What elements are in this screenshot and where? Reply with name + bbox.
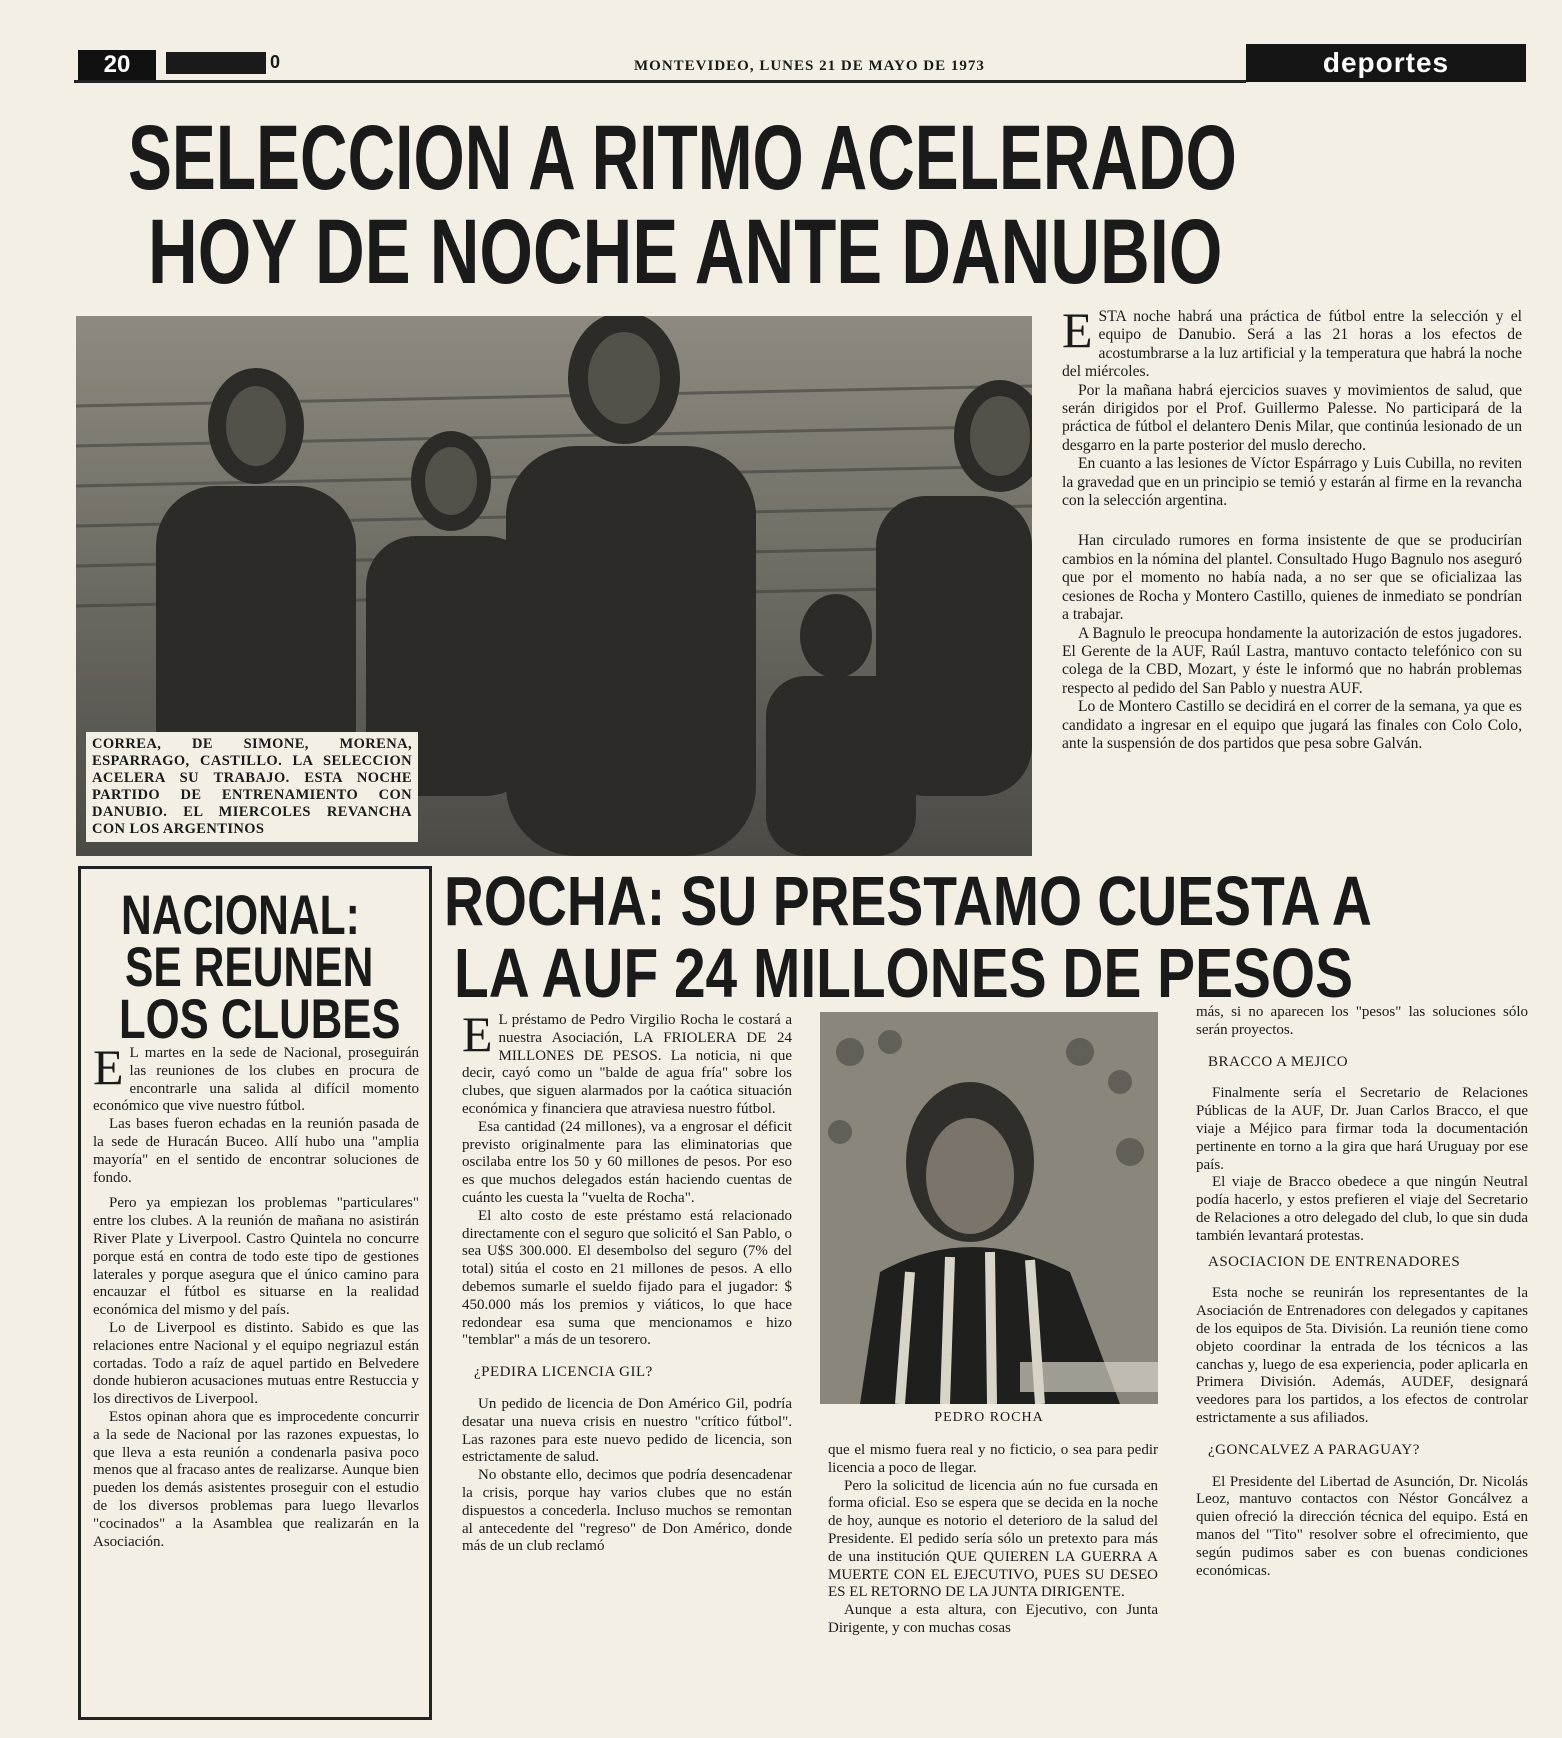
masthead-fragment	[166, 52, 266, 74]
nacional-p5: Estos opinan ahora que es improcedente concurrir a la sede de Nacional por las razones expuestas, lo que lleva a esta reunión a condenarla pasiva poco menos que al fracaso antes de realizarse. Aunque bien pueden los demás asistentes proseguir con el estudio de los diversos problemas para luego llevarlos "cocinados" a la Asamblea que realizarán en la Asociación.	[93, 1408, 419, 1550]
nacional-box	[78, 866, 432, 1720]
nacional-headline-3: LOS CLUBES	[119, 987, 401, 1050]
lead-p1: STA noche habrá una práctica de fútbol entre la selección y el equipo de Danubio. Será a las 21 horas a los efectos de acostumbrarse a la luz artificial y la temperatura que habrá la noche del miércoles.	[1062, 308, 1522, 381]
rocha-c3-p2: Finalmente sería el Secretario de Relaciones Públicas de la AUF, Dr. Juan Carlos Bracco, el que viaje a Méjico para firmar toda la documentación pertinente en torno a la gira que hará Uruguay por ese país.	[1196, 1085, 1528, 1173]
header-bar	[74, 44, 1526, 84]
page-number-box	[78, 50, 156, 80]
rocha-c1-p3: El alto costo de este préstamo está relacionado directamente con el seguro que solicitó el San Pablo, o sea U$S 300.000. El desembolso del seguro (7% del total) sitúa el costo en 21 millones de pesos. A ello debemos sumarle el sueldo fijado para el jugador: $ 450.000 más los premios y viáticos, lo que hace redondear esa suma que mencionamos e hizo "temblar" a más de un tesorero.	[462, 1207, 792, 1349]
rocha-sub-entrenadores: ASOCIACION DE ENTRENADORES	[1208, 1253, 1461, 1270]
rocha-c3-p4: Esta noche se reunirán los representantes de la Asociación de Entrenadores con delegados y capitanes de los equipos de 5ta. División. La reunión tiene como objeto coordinar la entrada de los técnicos a las canchas y, luego de esa experiencia, poder aplicarla en Primera División. Además, AUDEF, designará veedores para los partidos, a los efectos de controlar estrictamente a sus afiliados.	[1196, 1285, 1528, 1426]
rocha-c2-p1: que el mismo fuera real y no ficticio, o sea para pedir licencia a poco de llegar.	[828, 1442, 1158, 1476]
masthead-fragment-label: 0	[270, 52, 281, 72]
rocha-c2-p3: Aunque a esta altura, con Ejecutivo, con Junta Dirigente, y con muchas cosas	[828, 1602, 1158, 1636]
nacional-p4: Lo de Liverpool es distinto. Sabido es que las relaciones entre Nacional y el equipo negriazul están cortadas. Todo a raíz de aquel partido en Belvedere donde hubieron acusaciones mutuas entre Restuccia y los directivos de Liverpool.	[93, 1319, 419, 1408]
rocha-photo-caption: PEDRO ROCHA	[934, 1410, 1044, 1425]
lead-p5: A Bagnulo le preocupa hondamente la autorización de estos jugadores. El Gerente de la AUF, Raúl Lastra, mantuvo contacto telefónico con su colega de la CBD, Mozart, y éste le informó que no habrán problemas respecto al pedido del San Pablo y nuestra AUF.	[1062, 624, 1522, 697]
rocha-drop-cap: E	[462, 1006, 493, 1062]
section-box	[1246, 44, 1526, 82]
rocha-col1	[462, 1006, 792, 1556]
nacional-p2: Las bases fueron echadas en la reunión pasada de la sede de Huracán Buceo. Allí hubo una "amplia mayoría" en el sentido de encontrar soluciones de fondo.	[93, 1116, 419, 1186]
page-number: 20	[103, 51, 131, 78]
section-label: deportes	[1322, 47, 1450, 78]
nacional-headline-2: SE REUNEN	[125, 935, 374, 998]
header-rule	[74, 80, 1246, 83]
rocha-c2-p2: Pero la solicitud de licencia aún no fue cursada en forma oficial. Eso se espera que se decida en la noche de hoy, aunque es notorio el deterioro de la salud del Presidente. El pedido sería sólo un pretexto para más de una institución QUE QUIEREN LA GUERRA A MUERTE CON EL EJECUTIVO, PUES SU DESEO ES EL RETORNO DE LA JUNTA DIRIGENTE.	[828, 1477, 1158, 1601]
rocha-c1-p1: L préstamo de Pedro Virgilio Rocha le costará a nuestra Asociación, LA FRIOLERA DE 24 MILLONES DE PESOS. La noticia, ni que decir, cayó como un "balde de agua fría" sobre los clubes, que siguen alarmados por la caótica situación económica y financiera que atraviesa nuestro fútbol.	[462, 1012, 792, 1117]
nacional-p1: L martes en la sede de Nacional, proseguirán las reuniones de los clubes en procura de encontrarle una salida al difícil momento económico que vive nuestro fútbol.	[93, 1045, 419, 1115]
rocha-c3-p5: El Presidente del Libertad de Asunción, Dr. Nicolás Leoz, mantuvo contactos con Néstor Goncálvez a quien ofreció la dirección técnica del equipo. Está en manos del "Tito" resolver sobre el ofrecimiento, que según pudimos saber es con buenas condiciones económicas.	[1196, 1473, 1528, 1579]
rocha-sub-bracco: BRACCO A MEJICO	[1208, 1053, 1349, 1070]
pedro-rocha-image	[820, 1012, 1158, 1404]
rocha-sub-gil: ¿PEDIRA LICENCIA GIL?	[474, 1364, 653, 1381]
lead-body	[1062, 302, 1522, 753]
rocha-c1-p2: Esa cantidad (24 millones), va a engrosar el déficit previsto originalmente para las eliminatorias que oscilaba entre los 50 y 60 millones de pesos. Por eso es que muchos delegados están haciendo cuentas de cuánto les cuesta la "vuelta de Rocha".	[462, 1118, 792, 1206]
nacional-body	[93, 1039, 419, 1551]
lead-headline-1: SELECCION A RITMO ACELERADO	[128, 107, 1237, 209]
pedro-rocha-photo	[820, 1012, 1158, 1404]
nacional-drop-cap: E	[93, 1039, 124, 1095]
rocha-col2	[828, 1442, 1158, 1638]
masthead-fragment-mark	[270, 52, 280, 73]
rocha-sub-goncalvez: ¿GONCALVEZ A PARAGUAY?	[1208, 1441, 1420, 1458]
lead-photo-caption: CORREA, DE SIMONE, MORENA, ESPARRAGO, CASTILLO. LA SELECCION ACELERA SU TRABAJO. ESTA NOCHE PARTIDO DE ENTRENAMIENTO CON DANUBIO. EL MIERCOLES REVANCHA CON LOS ARGENTINOS	[86, 732, 418, 842]
lead-p2: Por la mañana habrá ejercicios suaves y movimientos de salud, que serán dirigidos por el Prof. Guillermo Palesse. No participará de la práctica de fútbol el delantero Denis Milar, que continúa lesionado de un desgarro en la parte posterior del muslo derecho.	[1062, 381, 1522, 454]
rocha-headline-1: ROCHA: SU PRESTAMO CUESTA A	[444, 862, 1372, 940]
rocha-c1-p5: No obstante ello, decimos que podría desencadenar la crisis, porque hay varios clubes que no están dispuestos a concederla. Incluso muchos se remontan al antecedente del "regreso" de Don Américo, donde más de un club reclamó	[462, 1467, 792, 1555]
lead-p4: Han circulado rumores en forma insistente de que se producirían cambios en la nómina del plantel. Consultado Hugo Bagnulo nos aseguró que por el momento no había nada, a no ser que se oficializaa las cesiones de Rocha y Montero Castillo, quienes de inmediato se pondrían a trabajar.	[1062, 532, 1522, 624]
rocha-col3	[1196, 1004, 1528, 1580]
nacional-p3: Pero ya empiezan los problemas "particulares" entre los clubes. A la reunión de mañana no asistirán River Plate y Liverpool. Castro Quintela no concurre porque está en contra de todo este tipo de gestiones laterales y porque asegura que el único camino para encauzar el fútbol es situarse en la realidad económica del mismo y del país.	[93, 1195, 419, 1319]
dateline: MONTEVIDEO, LUNES 21 DE MAYO DE 1973	[634, 58, 985, 74]
lead-p6: Lo de Montero Castillo se decidirá en el correr de la semana, ya que es candidato a ingresar en el equipo que jugará las finales con Colo Colo, ante la suspensión de dos partidos que pesa sobre Galván.	[1062, 698, 1522, 752]
rocha-c1-p4: Un pedido de licencia de Don Américo Gil, podría desatar una nueva crisis en nuestro "crítico fútbol". Las razones para este nuevo pedido de licencia, son estrictamente de salud.	[462, 1395, 792, 1466]
nacional-headline-1: NACIONAL:	[121, 883, 360, 946]
lead-headline-2: HOY DE NOCHE ANTE DANUBIO	[148, 201, 1223, 303]
lead-drop-cap: E	[1062, 302, 1093, 358]
rocha-headline-2: LA AUF 24 MILLONES DE PESOS	[454, 934, 1354, 1012]
lead-p3: En cuanto a las lesiones de Víctor Espárrago y Luis Cubilla, no reviten la gravedad que en un principio se temió y estarán al firme en la revancha con la selección argentina.	[1062, 455, 1522, 510]
rocha-c3-p3: El viaje de Bracco obedece a que ningún Neutral podía hacerlo, y estos prefieren el viaje del Secretario de Relaciones a otro delegado del club, lo que sin duda también levantará protestas.	[1196, 1174, 1528, 1244]
team-training-photo	[76, 316, 1032, 856]
rocha-c3-p1: más, si no aparecen los "pesos" las soluciones sólo serán proyectos.	[1196, 1004, 1528, 1038]
